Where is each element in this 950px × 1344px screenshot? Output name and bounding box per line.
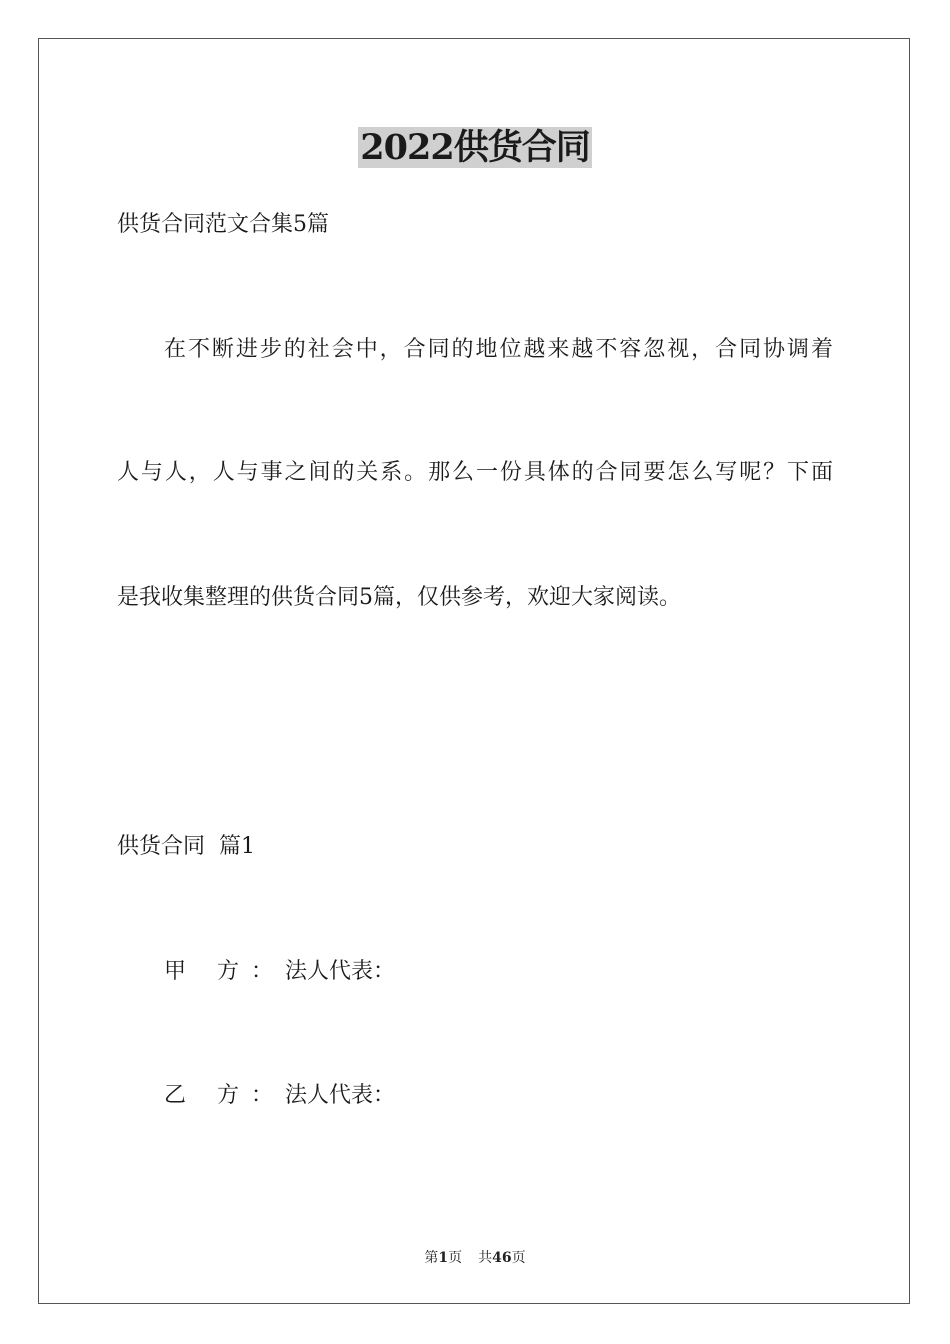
page-number: 1 (438, 1250, 449, 1266)
party-b-row (164, 1081, 395, 1111)
page-prefix: 第 (424, 1250, 439, 1266)
intro-paragraph-line-2: 人与人，人与事之间的关系。那么一份具体的合同要怎么写呢？下面 (117, 460, 833, 485)
document-title-text: 2022供货合同 (360, 127, 590, 168)
total-pages: 46 (492, 1250, 512, 1266)
intro-paragraph-line-1: 在不断进步的社会中，合同的地位越来越不容忽视，合同协调着 (164, 337, 833, 362)
section-heading: 供货合同 篇1 (117, 834, 255, 859)
total-suffix: 页 (511, 1250, 526, 1266)
page-suffix: 页 (448, 1250, 463, 1266)
page-footer (0, 1248, 950, 1268)
party-a-representative: 法人代表： (285, 959, 396, 984)
intro-paragraph-line-3: 是我收集整理的供货合同5篇，仅供参考，欢迎大家阅读。 (117, 585, 681, 610)
party-a-row (164, 957, 395, 987)
party-a-label: 甲 方： (164, 959, 285, 984)
total-prefix: 共 (478, 1250, 493, 1266)
party-b-representative: 法人代表： (285, 1083, 396, 1108)
document-subtitle: 供货合同范文合集5篇 (117, 212, 329, 237)
party-b-label: 乙 方： (164, 1083, 285, 1108)
document-title (0, 126, 950, 170)
